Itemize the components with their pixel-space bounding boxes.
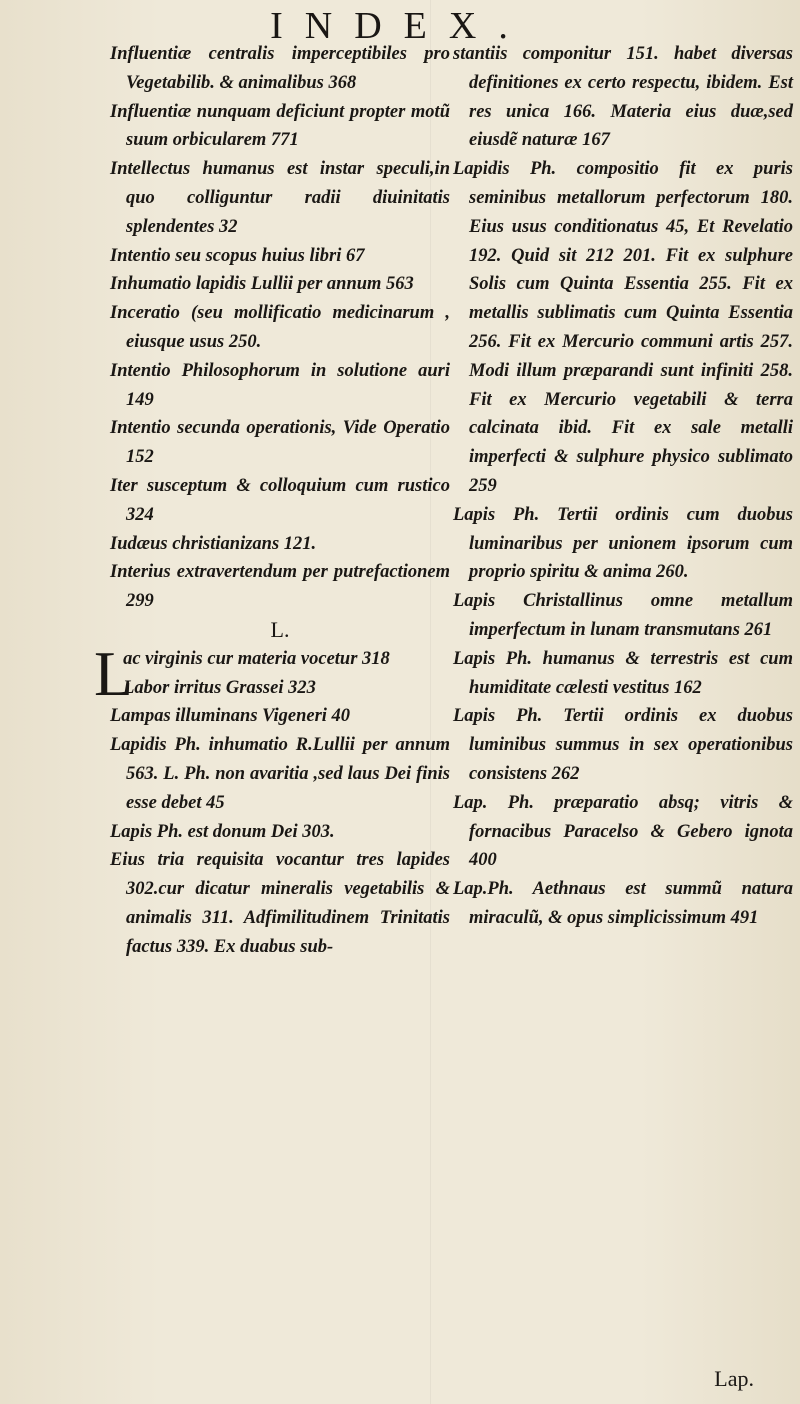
index-entry: Labor irritus Grassei 323: [123, 677, 316, 698]
index-entry: stantiis componitur 151. habet diversas definitiones ex certo respectu, ibidem. Est res unica 166. Materia eius duæ,sed eiusdẽ naturæ 167: [453, 44, 793, 151]
index-entry: Iter susceptum & colloquium cum rustico 324: [110, 475, 450, 525]
right-column: [453, 40, 793, 933]
index-entry: Eius tria requisita vocantur tres lapides 302.cur dicatur mineralis vegetabilis & animalis 311. Adfimilitudinem Trinitatis factus 339. Ex duabus sub-: [110, 850, 450, 957]
index-entry: Intentio seu scopus huius libri 67: [110, 245, 365, 266]
index-entry: Interius extravertendum per putrefactionem 299: [110, 562, 450, 612]
left-column: [94, 40, 450, 962]
index-entry: Inhumatio lapidis Lullii per annum 563: [110, 274, 414, 295]
index-entry: Intentio secunda operationis, Vide Operatio 152: [110, 418, 450, 468]
index-entry: Iudæus christianizans 121.: [110, 533, 317, 554]
index-entry: Lapidis Ph. compositio fit ex puris seminibus metallorum perfectorum 180. Eius usus conditionatus 45, Et Revelatio 192. Quid sit 212 201. Fit ex sulphure Solis cum Quinta Essentia 255. Fit ex metallis sublimatis cum Quinta Essentia 256. Fit ex Mercurio communi artis 257. Modi illum præparandi sunt infiniti 258. Fit ex Mercurio vegetabili & terra calcinata ibid. Fit ex sale metalli imperfecti & sulphure physico sublimato 259: [453, 159, 793, 496]
index-entry: Intellectus humanus est instar speculi,in quo colliguntur radii diuinitatis splendentes 32: [110, 159, 450, 237]
index-entry: Lapis Christallinus omne metallum imperfectum in lunam transmutans 261: [453, 591, 793, 640]
index-entry: Influentiæ nunquam deficiunt propter motũ suum orbicularem 771: [110, 101, 450, 151]
index-entry: Lapis Ph. Tertii ordinis ex duobus luminibus summus in sex operationibus consistens 262: [453, 706, 793, 784]
index-entry: Lapis Ph. est donum Dei 303.: [110, 821, 335, 842]
index-entry: Lapidis Ph. inhumatio R.Lullii per annum 563. L. Ph. non avaritia ,sed laus Dei finis esse debet 45: [110, 735, 450, 813]
index-entry: Lapis Ph. Tertii ordinis cum duobus luminaribus per unionem ipsorum cum proprio spiritu & anima 260.: [453, 504, 793, 583]
catchword: Lap.: [714, 1366, 754, 1391]
section-letter: L.: [270, 616, 290, 642]
index-entry: Lampas illuminans Vigeneri 40: [110, 706, 351, 727]
index-entry: Lac virginis cur materia vocetur 318: [94, 637, 390, 709]
index-entry: Influentiæ centralis imperceptibiles pro Vegetabilib. & animalibus 368: [110, 44, 450, 93]
index-entry: Intentio Philosophorum in solutione auri 149: [110, 360, 450, 410]
index-entry: Lap. Ph. præparatio absq; vitris & fornacibus Paracelso & Gebero ignota 400: [453, 792, 793, 871]
page-header: INDEX.: [270, 5, 530, 47]
index-entry: Inceratio (seu mollificatio medicinarum , eiusque usus 250.: [110, 303, 450, 352]
index-entry: Lapis Ph. humanus & terrestris est cum humiditate cælesti vestitus 162: [453, 648, 793, 698]
index-entry: Lap.Ph. Aethnaus est summũ natura miraculũ, & opus simplicissimum 491: [453, 879, 793, 928]
